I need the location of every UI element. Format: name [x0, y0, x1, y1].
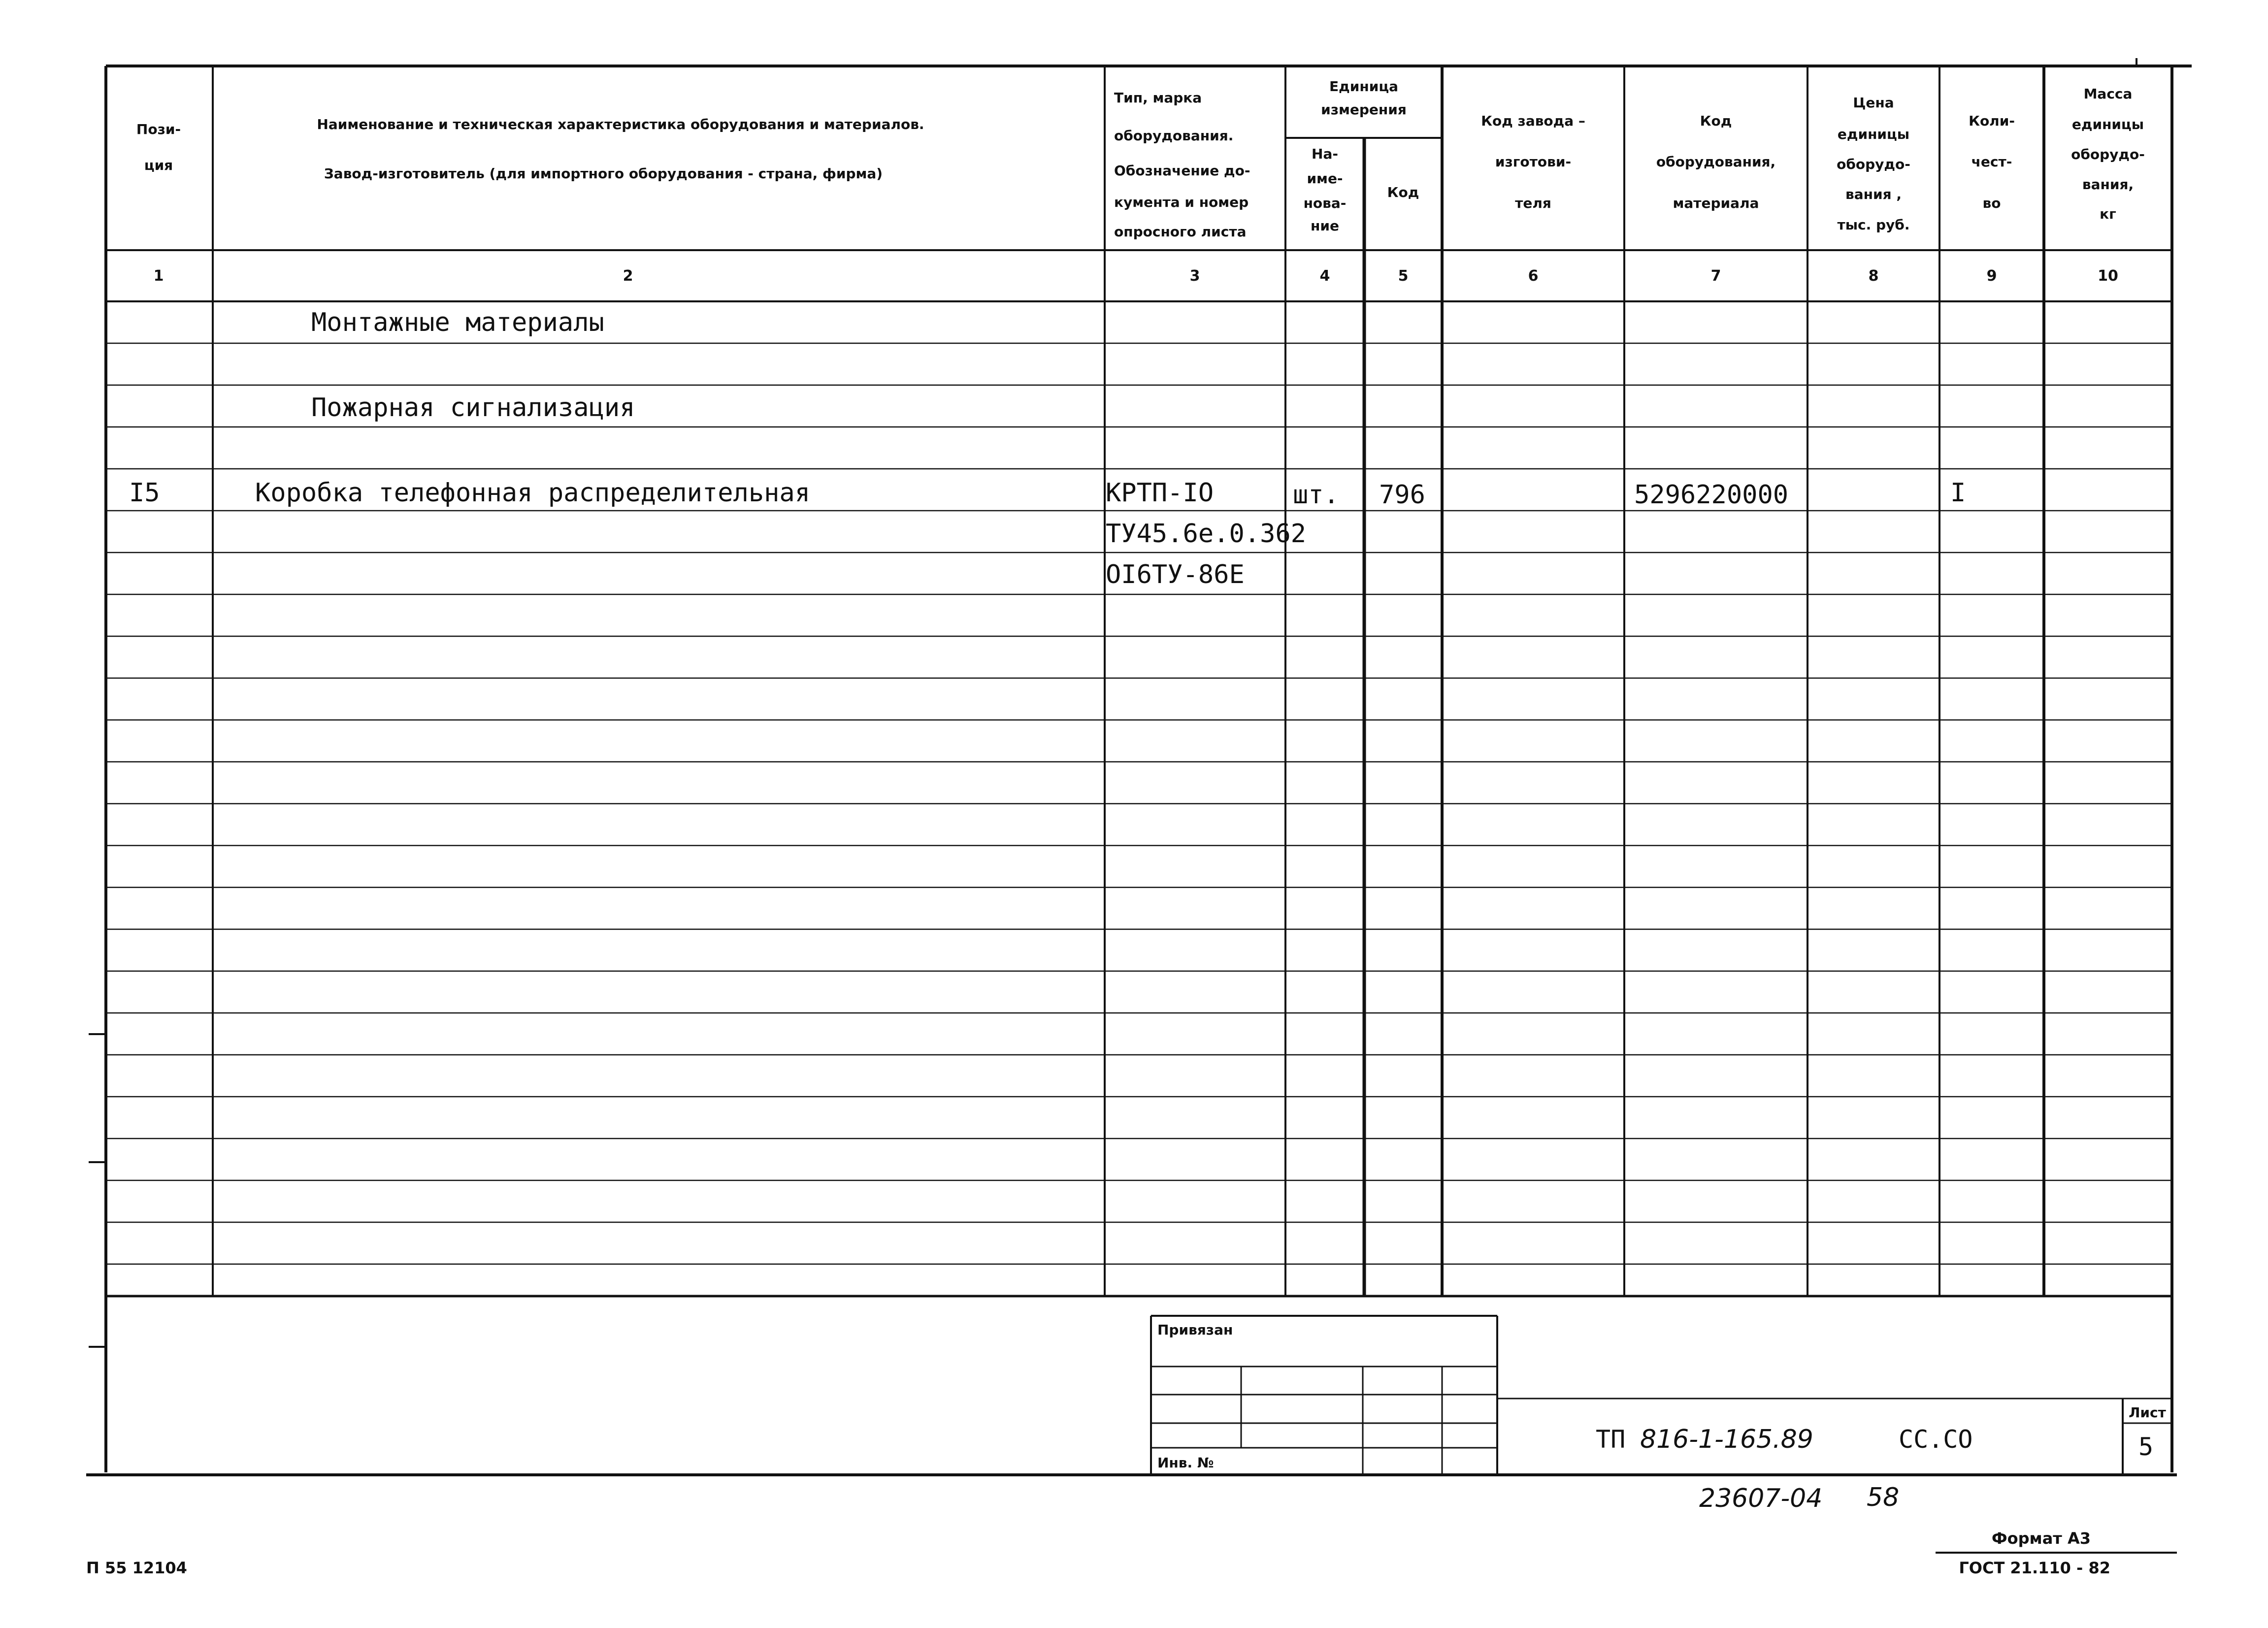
section-title-fire: Пожарная сигнализация	[311, 393, 635, 423]
header-col2-line2: Завод-изготовитель (для импортного оборудования - страна, фирма)	[324, 165, 883, 182]
header-col3-line5: опросного листа	[1114, 224, 1247, 240]
table-body	[129, 308, 1966, 589]
header-col3-line4: кумента и номер	[1114, 194, 1249, 210]
header-col4-line4: ние	[1311, 218, 1339, 234]
header-col10-line2: единицы	[2071, 116, 2144, 132]
item-equipment-code: 5296220000	[1634, 480, 1789, 510]
title-block-text	[1157, 1322, 2167, 1513]
header-col10-line4: вания,	[2082, 176, 2134, 193]
column-number: 5	[1398, 267, 1409, 285]
archive-number: 23607-04	[1699, 1484, 1823, 1513]
item-unit-name: шт.	[1293, 480, 1339, 510]
header-col4-line1: На-	[1312, 146, 1338, 162]
header-col6-line3: теля	[1515, 195, 1551, 211]
column-number: 2	[623, 267, 633, 285]
item-type-line1: КРТП-IО	[1106, 478, 1214, 508]
doc-suffix: СС.СО	[1899, 1425, 1973, 1454]
sheet-number: 5	[2138, 1433, 2154, 1461]
header-unit-line2: измерения	[1321, 101, 1407, 118]
doc-prefix: ТП	[1596, 1425, 1626, 1454]
format-label: Формат А3	[1991, 1529, 2091, 1548]
header-col1-line2: ция	[144, 157, 173, 173]
table-header	[136, 78, 2145, 240]
item-type-line2: ТУ45.6е.0.362	[1106, 519, 1306, 549]
column-number: 8	[1868, 267, 1879, 285]
linked-label: Привязан	[1157, 1322, 1233, 1338]
item-name: Коробка телефонная распределительная	[255, 478, 811, 508]
header-col10-line3: оборудо-	[2071, 146, 2145, 163]
item-position: I5	[129, 478, 160, 508]
table-frame	[106, 66, 2192, 1296]
item-type-line3: ОI6ТУ-86Е	[1106, 560, 1245, 589]
header-col9-line3: во	[1982, 195, 2001, 211]
column-number-row	[154, 267, 2118, 285]
header-col8-line3: оборудо-	[1837, 156, 1910, 172]
section-title-mounting: Монтажные материалы	[311, 308, 604, 337]
header-col3-line2: оборудования.	[1114, 128, 1234, 144]
header-col3-line3: Обозначение до-	[1114, 163, 1250, 179]
item-unit-code: 796	[1379, 480, 1425, 510]
header-col2-line1: Наименование и техническая характеристика оборудования и материалов.	[317, 116, 924, 132]
header-col1-line1: Пози-	[136, 121, 181, 137]
header-col9-line2: чест-	[1971, 154, 2012, 170]
header-col7-line1: Код	[1700, 113, 1732, 129]
column-number: 9	[1986, 267, 1997, 285]
header-col6-line1: Код завода –	[1481, 113, 1585, 129]
header-col8-line1: Цена	[1853, 95, 1894, 111]
header-col10-line5: кг	[2100, 206, 2116, 222]
column-number: 6	[1528, 267, 1539, 285]
column-number: 4	[1319, 267, 1330, 285]
header-col5: Код	[1387, 184, 1419, 200]
header-col10-line1: Масса	[2083, 86, 2133, 102]
archive-page: 58	[1867, 1483, 1900, 1512]
column-number: 7	[1710, 267, 1721, 285]
column-number: 1	[153, 267, 164, 285]
header-col4-line3: нова-	[1303, 195, 1347, 211]
item-quantity: I	[1950, 478, 1966, 508]
header-col7-line3: материала	[1673, 195, 1759, 211]
doc-number: 816-1-165.89	[1640, 1425, 1813, 1454]
column-number: 3	[1189, 267, 1200, 285]
page-footer	[86, 1529, 2177, 1577]
header-col3-line1: Тип, марка	[1114, 90, 1202, 106]
header-col8-line4: вания ,	[1845, 186, 1902, 202]
header-col8-line2: единицы	[1837, 126, 1910, 142]
header-col4-line2: име-	[1307, 170, 1343, 187]
header-col9-line1: Коли-	[1969, 113, 2015, 129]
title-block	[86, 1034, 2177, 1475]
sheet-label: Лист	[2129, 1404, 2166, 1421]
inventory-label: Инв. №	[1157, 1455, 1214, 1471]
gost-label: ГОСТ 21.110 - 82	[1959, 1559, 2110, 1577]
header-col6-line2: изготови-	[1495, 154, 1572, 170]
header-col7-line2: оборудования,	[1656, 154, 1776, 170]
column-number: 10	[2098, 267, 2118, 285]
header-unit-line1: Единица	[1329, 78, 1398, 95]
header-col8-line5: тыс. руб.	[1837, 217, 1910, 233]
print-code: П 55 12104	[86, 1559, 187, 1577]
